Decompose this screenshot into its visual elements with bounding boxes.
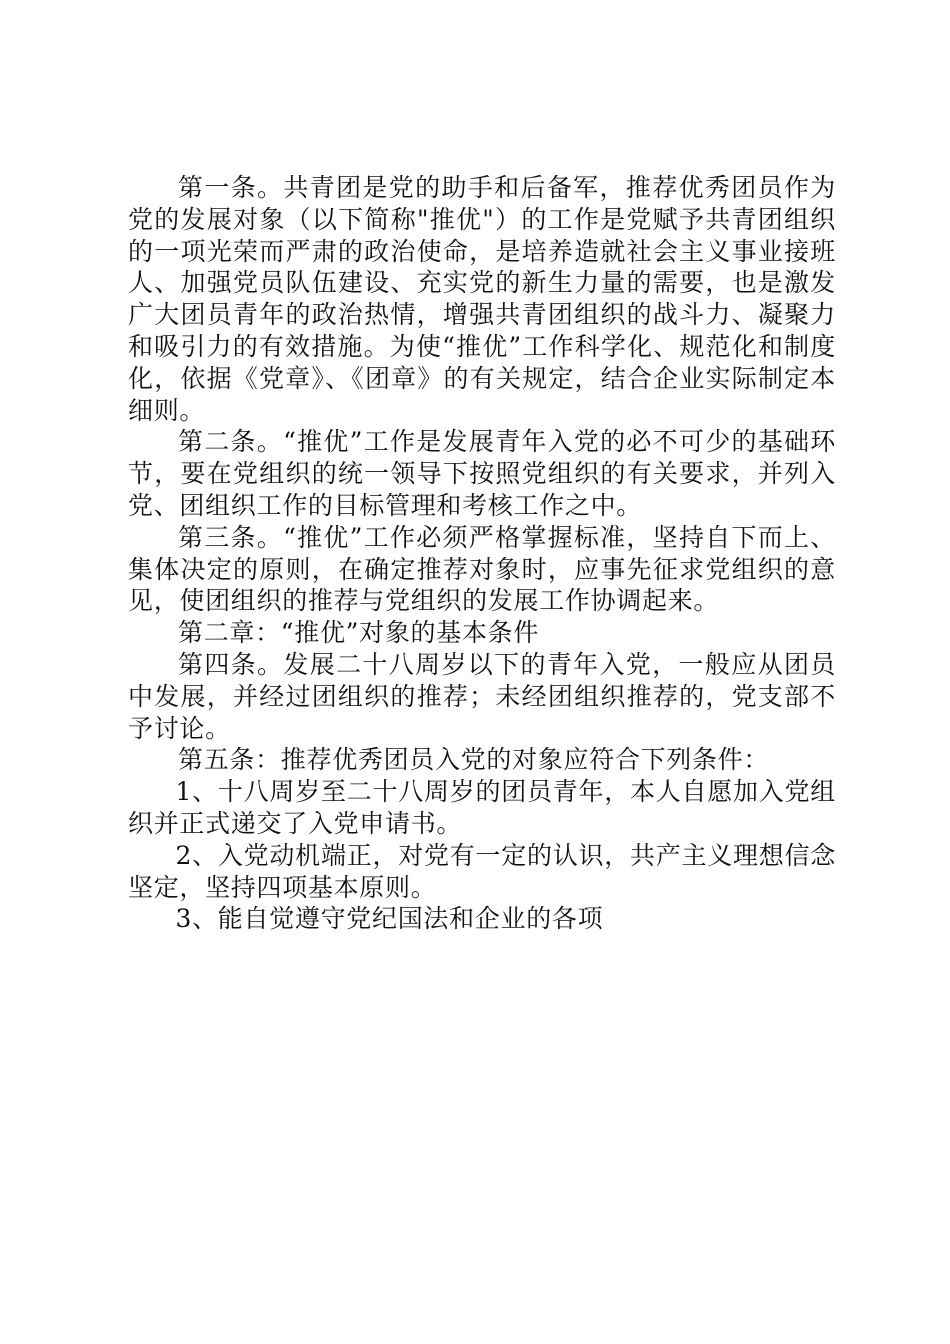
article-3-paragraph: 第三条。“推优”工作必须严格掌握标准，坚持自下而上、集体决定的原则，在确定推荐对象时，应事先征求党组织的意见，使团组织的推荐与党组织的发展工作协调起来。 (128, 522, 836, 616)
condition-item-1: 1、十八周岁至二十八周岁的团员青年，本人自愿加入党组织并正式递交了入党申请书。 (128, 777, 836, 838)
condition-item-3: 3、能自觉遵守党纪国法和企业的各项 (175, 904, 604, 934)
condition-item-2: 2、入党动机端正，对党有一定的认识，共产主义理想信念坚定，坚持四项基本原则。 (128, 840, 836, 902)
chapter-2-heading: 第二章：“推优”对象的基本条件 (178, 618, 540, 648)
article-4-paragraph: 第四条。发展二十八周岁以下的青年入党，一般应从团员中发展，并经过团组织的推荐；未经团组织推荐的，党支部不予讨论。 (128, 649, 836, 743)
article-1-paragraph: 第一条。共青团是党的助手和后备军，推荐优秀团员作为党的发展对象（以下简称"推优"）的工作是党赋予共青团组织的一项光荣而严肃的政治使命，是培养造就社会主义事业接班人、加强党员队伍建设、充实党的新生力量的需要，也是激发广大团员青年的政治热情，增强共青团组织的战斗力、凝聚力和吸引力的有效措施。为使“推优”工作科学化、规范化和制度化，依据《党章》、《团章》的有关规定，结合企业实际制定本细则。 (128, 173, 836, 425)
article-5-paragraph: 第五条：推荐优秀团员入党的对象应符合下列条件： (178, 745, 770, 775)
article-2-paragraph: 第二条。“推优”工作是发展青年入党的必不可少的基础环节，要在党组织的统一领导下按照党组织的有关要求，并列入党、团组织工作的目标管理和考核工作之中。 (128, 427, 836, 520)
document-body (128, 172, 836, 935)
